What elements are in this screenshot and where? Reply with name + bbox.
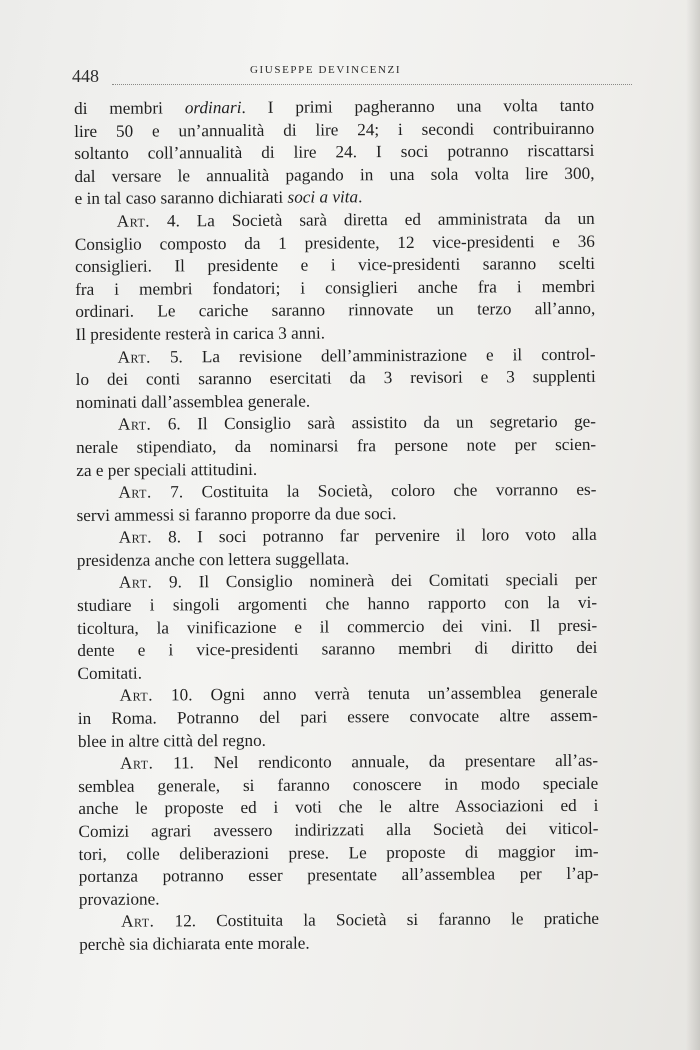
text-line: semblea generale, si faranno conoscere in modo speciale <box>78 773 599 796</box>
text-line: consiglieri. Il presidente e i vice-presidenti saranno scelti <box>74 253 596 277</box>
article-7-heading: Art. 7. Costituita la Società, coloro che vorranno es- <box>118 479 597 502</box>
article-12-heading: Art. 12. Costituita la Società si faranno le pratiche <box>120 909 600 932</box>
page-header <box>72 58 632 88</box>
article-8-heading: Art. 8. I soci potranno far pervenire il loro voto alla <box>118 525 597 548</box>
text-line: fra i membri fondatori; i consiglieri anche fra i membri <box>75 276 596 299</box>
article-4-heading: Art. 4. La Società sarà diretta ed amministrata da un <box>116 208 595 231</box>
text-line: anche le proposte ed i voti che le altre Associazioni ed i <box>78 796 599 819</box>
article-11-heading: Art. 11. Nel rendiconto annuale, da presentare all’as- <box>120 751 599 773</box>
text-line: soltanto coll’annualità di lire 24. I soci potranno riscattarsi <box>74 141 595 164</box>
text-line: tori, colle deliberazioni prese. Le proposte di maggior im- <box>78 841 599 864</box>
text-line: provazione. <box>78 889 160 909</box>
page-number: 448 <box>72 66 99 86</box>
text-line: Comizi agrari avessero indirizzati alla Società dei viticol- <box>78 818 599 841</box>
text-line: studiare i singoli argomenti che hanno rapporto con la vi- <box>77 592 598 616</box>
running-title: GIUSEPPE DEVINCENZI <box>250 64 402 76</box>
text-line: dente e i vice-presidenti saranno membri di diritto dei <box>77 638 598 661</box>
text-line: ordinari. Le cariche saranno rinnovate un terzo all’anno, <box>75 299 596 322</box>
text-line: nerale stipendiato, da nominarsi fra persone note per scien- <box>76 434 597 457</box>
text-line: lo dei conti saranno esercitati da 3 revisori e 3 supplenti <box>75 366 596 390</box>
text-line: Comitati. <box>77 663 143 683</box>
header-rule <box>112 84 632 85</box>
text-line: presidenza anche con lettera suggellata. <box>76 549 350 570</box>
text-line: za e per speciali attitudini. <box>76 459 258 480</box>
text-line: dal versare le annualità pagando in una sola volta lire 300, <box>74 163 595 186</box>
text-line: e in tal caso saranno dichiarati soci a vita. <box>74 187 363 209</box>
article-6-heading: Art. 6. Il Consiglio sarà assistito da un segretario ge- <box>117 412 597 435</box>
article-10-heading: Art. 10. Ogni anno verrà tenuta un’assemblea generale <box>119 683 598 706</box>
text-line: di membri ordinari. I primi pagheranno una volta tanto <box>74 95 595 118</box>
text-line: portanza potranno esser presentate all’assemblea per l’ap- <box>78 863 599 887</box>
text-line: in Roma. Potranno del pari essere convocate altre assem- <box>77 705 598 729</box>
text-line: ticoltura, la vinificazione e il commercio dei vini. Il presi- <box>77 615 598 638</box>
article-9-heading: Art. 9. Il Consiglio nominerà dei Comitati speciali per <box>118 570 598 593</box>
text-line: blee in altre città del regno. <box>77 730 267 751</box>
article-5-heading: Art. 5. La revisione dell’amministrazione e il control- <box>117 344 596 367</box>
text-line: Consiglio composto da 1 presidente, 12 vice-presidenti e 36 <box>74 231 595 254</box>
text-line: servi ammessi si faranno proporre da due soci. <box>76 503 397 525</box>
text-line: perchè sia dichiarata ente morale. <box>79 933 310 954</box>
body-text <box>74 95 599 957</box>
text-line: nominati dall’assemblea generale. <box>75 391 311 412</box>
text-line: lire 50 e un’annualità di lire 24; i secondi contribuiranno <box>74 118 595 141</box>
text-line: Il presidente resterà in carica 3 anni. <box>75 323 326 344</box>
